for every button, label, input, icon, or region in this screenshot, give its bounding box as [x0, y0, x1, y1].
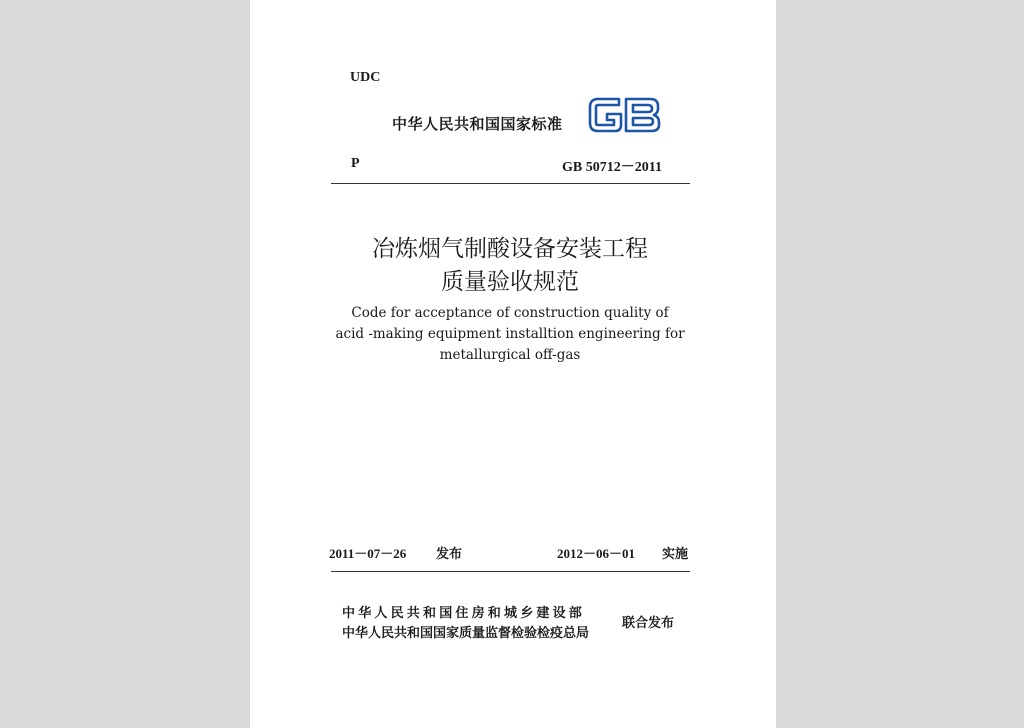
bottom-divider [331, 571, 690, 572]
document-page [250, 0, 776, 728]
chinese-title-line2: 质量验收规范 [441, 269, 579, 295]
standard-name: 中华人民共和国国家标准 [392, 115, 563, 133]
issue-date: 2011－07－26 [329, 546, 407, 561]
chinese-title-line1: 冶炼烟气制酸设备安装工程 [372, 236, 648, 262]
issue-label: 发布 [436, 547, 463, 562]
issuer-ministry-housing: 中华人民共和国住房和城乡建设部 [342, 606, 586, 621]
english-title [250, 303, 770, 366]
issuer-quality-administration: 中华人民共和国国家质量监督检验检疫总局 [342, 626, 590, 641]
category-code: P [351, 156, 360, 171]
joint-issue-label: 联合发布 [622, 616, 675, 631]
gb-logo [586, 92, 664, 138]
standard-number: GB 50712－2011 [562, 160, 662, 175]
svg-text:GB: GB [586, 92, 588, 93]
top-divider [331, 183, 690, 184]
english-title-line2: acid -making equipment installtion engineering for [335, 326, 685, 342]
udc-label: UDC [350, 70, 381, 85]
english-title-line3: metallurgical off-gas [439, 347, 581, 363]
implement-label: 实施 [662, 547, 689, 562]
chinese-title [250, 233, 770, 299]
implement-date: 2012－06－01 [557, 546, 636, 561]
english-title-line1: Code for acceptance of construction quality of [351, 305, 669, 321]
